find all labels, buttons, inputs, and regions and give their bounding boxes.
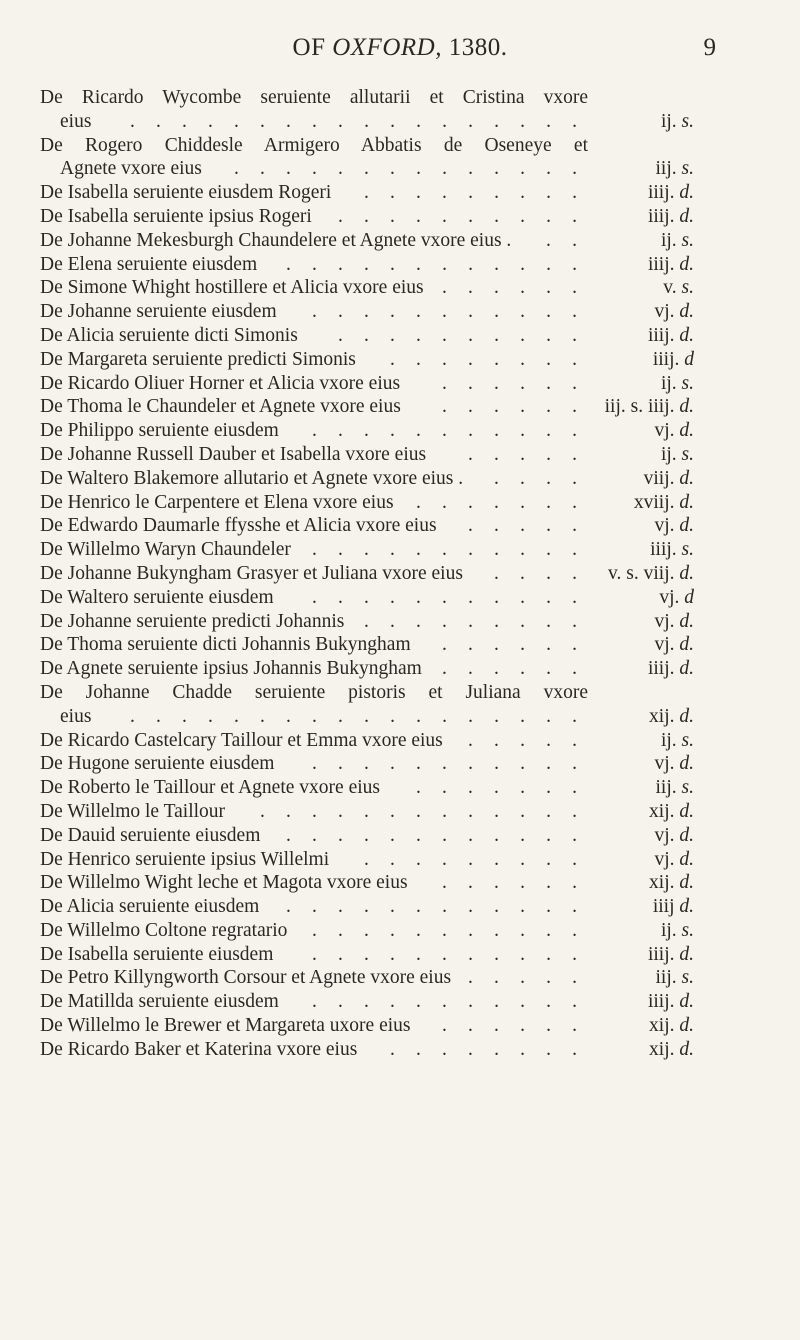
entry-text: eius <box>60 705 92 727</box>
amount-unit: d. <box>679 753 694 775</box>
ledger-entry <box>0 276 800 300</box>
amount <box>649 1038 694 1062</box>
amount-unit: d. <box>679 800 694 822</box>
amount-value: vj. <box>654 420 675 442</box>
entry-line <box>0 895 800 919</box>
entry-continuation-line <box>0 157 800 181</box>
amount-unit: s. <box>681 110 694 132</box>
entry-line <box>0 681 800 705</box>
entry-text: De Isabella seruiente eiusdem <box>40 943 274 965</box>
dot-leader: . . . . . . . . . . . <box>312 539 577 561</box>
amount-value: iiij. <box>652 348 680 370</box>
amount-unit: d. <box>679 467 694 489</box>
entry-line <box>0 848 800 872</box>
dot-leader: . . . . . . . . . . . <box>312 991 577 1013</box>
amount <box>654 752 694 776</box>
entry-text: De Willelmo Waryn Chaundeler <box>40 539 291 561</box>
entry-text: De Agnete seruiente ipsius Johannis Bukyngham <box>40 658 422 680</box>
amount-unit: s. <box>681 158 694 180</box>
amount-value: vj. <box>654 824 675 846</box>
dot-leader: . . . . <box>494 467 577 489</box>
entry-line <box>0 824 800 848</box>
dot-leader: . . . . . . <box>442 372 577 394</box>
amount-value: iiij. <box>647 991 675 1013</box>
entry-line <box>0 966 800 990</box>
ledger-entry <box>0 348 800 372</box>
dot-leader: . . . . . . . . . . . . . <box>260 800 577 822</box>
amount-value: vj. <box>654 634 675 656</box>
entry-line <box>0 467 800 491</box>
amount-value: ij. <box>660 372 677 394</box>
amount-unit: d. <box>679 610 694 632</box>
entry-text: De Johanne seruiente predicti Johannis <box>40 610 345 632</box>
amount <box>663 276 694 300</box>
entry-line <box>0 491 800 515</box>
entry-text: De Willelmo le Taillour <box>40 800 226 822</box>
entry-text: De Isabella seruiente eiusdem Rogeri <box>40 182 332 204</box>
amount-value: ij. <box>660 729 677 751</box>
amount-unit: d. <box>679 515 694 537</box>
amount <box>650 538 694 562</box>
amount-unit: d. <box>679 324 694 346</box>
entry-continuation-line <box>0 110 800 134</box>
amount <box>653 895 694 919</box>
amount-unit: s. <box>681 729 694 751</box>
amount <box>654 610 694 634</box>
entry-text: De Petro Killyngworth Corsour et Agnete vxore eius <box>40 967 452 989</box>
entry-text: De Hugone seruiente eiusdem <box>40 753 275 775</box>
dot-leader: . . . . . . . . . <box>364 182 577 204</box>
ledger-entry <box>0 443 800 467</box>
dot-leader: . . . . . . . . . . . <box>312 586 577 608</box>
amount-value: iiij. <box>647 324 675 346</box>
amount <box>634 491 694 515</box>
entry-line <box>0 562 800 586</box>
amount <box>648 943 694 967</box>
entry-text: De Johanne seruiente eiusdem <box>40 301 277 323</box>
entry-line <box>0 181 800 205</box>
entry-text: De Ricardo Baker et Katerina vxore eius <box>40 1038 358 1060</box>
entry-line <box>0 348 800 372</box>
entry-line <box>0 610 800 634</box>
entry-text: De Waltero seruiente eiusdem <box>40 586 274 608</box>
dot-leader: . . . . . <box>468 515 577 537</box>
amount-unit: d. <box>679 634 694 656</box>
amount-value: iiij. <box>650 539 677 561</box>
entry-line <box>0 324 800 348</box>
ledger-entry <box>0 871 800 895</box>
dot-leader: . . . . . . <box>442 658 577 680</box>
ledger-entry <box>0 824 800 848</box>
amount-unit: d. <box>679 301 694 323</box>
ledger-entry <box>0 919 800 943</box>
amount <box>649 705 694 729</box>
amount-value: ij. <box>660 110 677 132</box>
amount-value: v. s. viij. <box>608 562 675 584</box>
amount-unit: s. <box>681 372 694 394</box>
ledger-entry <box>0 729 800 753</box>
amount <box>654 824 694 848</box>
entry-line <box>0 205 800 229</box>
amount <box>656 157 694 181</box>
entry-line <box>0 253 800 277</box>
amount-unit: d. <box>679 943 694 965</box>
amount-value: xviij. <box>633 491 675 513</box>
amount-unit: s. <box>681 229 694 251</box>
amount-value: ij. <box>660 919 677 941</box>
entry-text: De Johanne Mekesburgh Chaundelere et Agnete vxore eius . <box>40 229 512 251</box>
amount <box>648 657 694 681</box>
entry-text: De Matillda seruiente eiusdem <box>40 991 279 1013</box>
dot-leader: . . . . . . . . . . . . <box>286 253 577 275</box>
amount-value: vj. <box>654 610 675 632</box>
amount <box>648 253 694 277</box>
ledger-entry <box>0 895 800 919</box>
ledger-entry <box>0 966 800 990</box>
ledger-entry <box>0 657 800 681</box>
amount-value: iij. s. iiij. <box>604 396 675 418</box>
dot-leader: . . . . . . <box>442 872 577 894</box>
amount-unit: d. <box>679 491 694 513</box>
dot-leader: . . . . . . <box>442 634 577 656</box>
entry-text: De Isabella seruiente ipsius Rogeri <box>40 205 312 227</box>
running-title <box>0 34 800 62</box>
ledger-entry <box>0 776 800 800</box>
amount <box>659 586 694 610</box>
amount-unit: d. <box>679 896 694 918</box>
amount-value: vj. <box>654 515 675 537</box>
entry-text: eius <box>60 110 92 132</box>
dot-leader: . . . . . . . . . <box>364 848 577 870</box>
entry-text: De Thoma seruiente dicti Johannis Bukyngham <box>40 634 411 656</box>
amount-unit: s. <box>681 443 694 465</box>
amount-unit: s. <box>681 539 694 561</box>
dot-leader: . . . . . <box>468 729 577 751</box>
dot-leader: . . . . . . . . . . <box>338 324 577 346</box>
dot-leader: . . . . . <box>468 443 577 465</box>
ledger-entry <box>0 800 800 824</box>
ledger-entry <box>0 181 800 205</box>
ledger-entry <box>0 253 800 277</box>
amount <box>654 514 694 538</box>
entry-line <box>0 372 800 396</box>
entry-line <box>0 134 800 158</box>
amount-value: vj. <box>654 753 675 775</box>
dot-leader: . . . . . . <box>442 277 577 299</box>
ledger-entry <box>0 943 800 967</box>
ledger-entry <box>0 681 800 729</box>
entry-line <box>0 633 800 657</box>
amount-unit: d. <box>679 253 694 275</box>
amount-value: iiij <box>652 896 675 918</box>
entry-text: De Margareta seruiente predicti Simonis <box>40 348 356 370</box>
amount-unit: d <box>684 586 694 608</box>
entry-line <box>0 657 800 681</box>
amount-unit: d. <box>679 420 694 442</box>
amount-value: ij. <box>660 443 677 465</box>
entry-line <box>0 538 800 562</box>
amount-unit: s. <box>681 777 694 799</box>
amount <box>653 348 694 372</box>
entry-text: De Willelmo Wight leche et Magota vxore eius <box>40 872 408 894</box>
entry-text: De Johanne Russell Dauber et Isabella vxore eius <box>40 443 427 465</box>
running-head <box>0 34 800 74</box>
ledger-entry <box>0 633 800 657</box>
entry-text: De Simone Whight hostillere et Alicia vxore eius <box>40 277 424 299</box>
entry-text: De Willelmo le Brewer et Margareta uxore eius <box>40 1015 411 1037</box>
entry-line <box>0 300 800 324</box>
amount-unit: s. <box>681 967 694 989</box>
entry-text: De Johanne Chadde seruiente pistoris et Juliana vxore <box>40 681 588 703</box>
amount <box>654 419 694 443</box>
entry-line <box>0 395 800 419</box>
amount-value: viij. <box>643 467 675 489</box>
amount <box>654 633 694 657</box>
amount-value: ij. <box>660 229 677 251</box>
dot-leader: . . . . . <box>468 967 577 989</box>
entry-line <box>0 990 800 1014</box>
amount <box>648 205 694 229</box>
amount <box>661 729 694 753</box>
entry-text: De Alicia seruiente eiusdem <box>40 896 260 918</box>
ledger-entry <box>0 324 800 348</box>
entry-text: De Thoma le Chaundeler et Agnete vxore eius <box>40 396 401 418</box>
entry-text: De Ricardo Oliuer Horner et Alicia vxore eius <box>40 372 401 394</box>
ledger-entry <box>0 586 800 610</box>
amount-unit: d. <box>679 396 694 418</box>
page-number: 9 <box>703 34 716 61</box>
running-title-year: 1380. <box>441 34 508 61</box>
entry-text: De Edwardo Daumarle ffysshe et Alicia vxore eius <box>40 515 437 537</box>
entry-line <box>0 919 800 943</box>
amount-value: xij. <box>649 1015 675 1037</box>
amount <box>654 300 694 324</box>
entry-text: De Ricardo Castelcary Taillour et Emma vxore eius <box>40 729 443 751</box>
ledger-entry <box>0 752 800 776</box>
amount-value: iij. <box>655 967 677 989</box>
amount <box>608 562 694 586</box>
entry-line <box>0 586 800 610</box>
entry-line <box>0 871 800 895</box>
entry-text: De Philippo seruiente eiusdem <box>40 420 279 442</box>
entry-text: De Alicia seruiente dicti Simonis <box>40 324 298 346</box>
amount-unit: s. <box>681 919 694 941</box>
dot-leader: . . . . . . . . . . . <box>312 301 577 323</box>
dot-leader: . . . . . . . . <box>390 1038 577 1060</box>
ledger-entry <box>0 86 800 134</box>
dot-leader: . . . . . . . . . . . . <box>286 824 577 846</box>
entry-line <box>0 86 800 110</box>
entry-line <box>0 514 800 538</box>
ledger-entry <box>0 372 800 396</box>
ledger-entry <box>0 562 800 586</box>
amount-unit: d. <box>679 205 694 227</box>
dot-leader: . . . . . . . . . . . <box>312 753 577 775</box>
entry-text: De Henrico seruiente ipsius Willelmi <box>40 848 330 870</box>
dot-leader: . . . . . . . . . <box>364 610 577 632</box>
amount-unit: d. <box>679 182 694 204</box>
dot-leader: . . . . . . . . . . . . . . . . . . <box>130 705 577 727</box>
ledger-entry <box>0 419 800 443</box>
entry-line <box>0 419 800 443</box>
amount-value: iiij. <box>647 658 675 680</box>
ledger-entry <box>0 1038 800 1062</box>
amount <box>649 800 694 824</box>
amount <box>661 110 694 134</box>
ledger-entry <box>0 538 800 562</box>
entry-line <box>0 1038 800 1062</box>
dot-leader: . . . . . . . . . . . <box>312 943 577 965</box>
amount <box>649 1014 694 1038</box>
amount-unit: d. <box>679 1015 694 1037</box>
entry-line <box>0 1014 800 1038</box>
amount-value: vj. <box>654 301 675 323</box>
amount-unit: d. <box>679 872 694 894</box>
amount-value: xij. <box>649 872 675 894</box>
entry-text: De Willelmo Coltone regratario <box>40 919 288 941</box>
amount-unit: d. <box>679 824 694 846</box>
dot-leader: . . . . <box>494 562 577 584</box>
ledger-entry <box>0 1014 800 1038</box>
amount-unit: d. <box>679 658 694 680</box>
ledger-entry <box>0 467 800 491</box>
entry-text: De Waltero Blakemore allutario et Agnete vxore eius . <box>40 467 464 489</box>
entry-line <box>0 752 800 776</box>
entry-line <box>0 800 800 824</box>
entry-line <box>0 776 800 800</box>
amount-unit: d. <box>679 562 694 584</box>
amount-value: xij. <box>649 1038 675 1060</box>
running-title-prefix: OF <box>292 34 333 61</box>
amount-unit: d. <box>679 1038 694 1060</box>
amount-unit: s. <box>681 277 694 299</box>
dot-leader: . . . . . . . . . . <box>338 205 577 227</box>
entry-text: Agnete vxore eius <box>60 158 202 180</box>
amount <box>661 919 694 943</box>
ledger-entry <box>0 205 800 229</box>
ledger-entry <box>0 229 800 253</box>
ledger-entry <box>0 514 800 538</box>
amount-value: iij. <box>655 158 677 180</box>
entry-text: De Roberto le Taillour et Agnete vxore eius <box>40 777 380 799</box>
amount-value: xij. <box>649 800 675 822</box>
amount-value: iiij. <box>647 182 675 204</box>
dot-leader: . . . . . . . <box>416 491 577 513</box>
ledger-entry <box>0 990 800 1014</box>
entry-line <box>0 276 800 300</box>
amount <box>648 324 694 348</box>
ledger-entry <box>0 610 800 634</box>
entry-line <box>0 443 800 467</box>
dot-leader: . . . . . . . . . . . . <box>286 896 577 918</box>
amount-value: v. <box>663 277 677 299</box>
dot-leader: . . . . . . . . . . . . . . <box>234 158 577 180</box>
amount <box>649 871 694 895</box>
amount <box>661 372 694 396</box>
dot-leader: . . . . . . . . . . . . . . . . . . <box>130 110 577 132</box>
amount-value: iiij. <box>647 253 675 275</box>
amount-value: iij. <box>655 777 677 799</box>
ledger-entry <box>0 395 800 419</box>
amount-value: vj. <box>654 848 675 870</box>
entry-text: De Dauid seruiente eiusdem <box>40 824 261 846</box>
dot-leader: . . . . . . . . . . . <box>312 919 577 941</box>
amount <box>656 966 694 990</box>
ledger-entry <box>0 848 800 872</box>
entry-text: De Johanne Bukyngham Grasyer et Juliana vxore eius <box>40 562 463 584</box>
ledger-entry <box>0 134 800 182</box>
dot-leader: . . . . . . . . <box>390 348 577 370</box>
amount <box>644 467 694 491</box>
amount <box>661 229 694 253</box>
amount-unit: d. <box>679 848 694 870</box>
entry-line <box>0 229 800 253</box>
amount-unit: d. <box>679 991 694 1013</box>
entry-line <box>0 943 800 967</box>
amount-unit: d. <box>679 705 694 727</box>
amount <box>605 395 694 419</box>
amount <box>656 776 694 800</box>
dot-leader: . . . . . . . <box>416 777 577 799</box>
running-title-italic: OXFORD, <box>332 34 442 61</box>
entry-text: De Ricardo Wycombe seruiente allutarii et Cristina vxore <box>40 87 588 108</box>
amount-value: iiij. <box>647 205 675 227</box>
amount-value: xij. <box>649 705 675 727</box>
dot-leader: . . . . . . . . . . . <box>312 420 577 442</box>
ledger-entry <box>0 491 800 515</box>
amount-value: vj. <box>659 586 680 608</box>
entry-continuation-line <box>0 705 800 729</box>
entry-text: De Henrico le Carpentere et Elena vxore eius <box>40 491 394 513</box>
amount-value: iiij. <box>647 943 675 965</box>
tax-roll-entries <box>0 86 800 1062</box>
ledger-entry <box>0 300 800 324</box>
dot-leader: . . . . . . <box>442 1015 577 1037</box>
entry-line <box>0 729 800 753</box>
amount <box>648 181 694 205</box>
dot-leader: . . <box>546 229 577 251</box>
entry-text: De Elena seruiente eiusdem <box>40 253 258 275</box>
amount <box>661 443 694 467</box>
entry-text: De Rogero Chiddesle Armigero Abbatis de Oseneye et <box>40 134 588 156</box>
amount-unit: d <box>684 348 694 370</box>
dot-leader: . . . . . . <box>442 396 577 418</box>
amount <box>654 848 694 872</box>
amount <box>648 990 694 1014</box>
